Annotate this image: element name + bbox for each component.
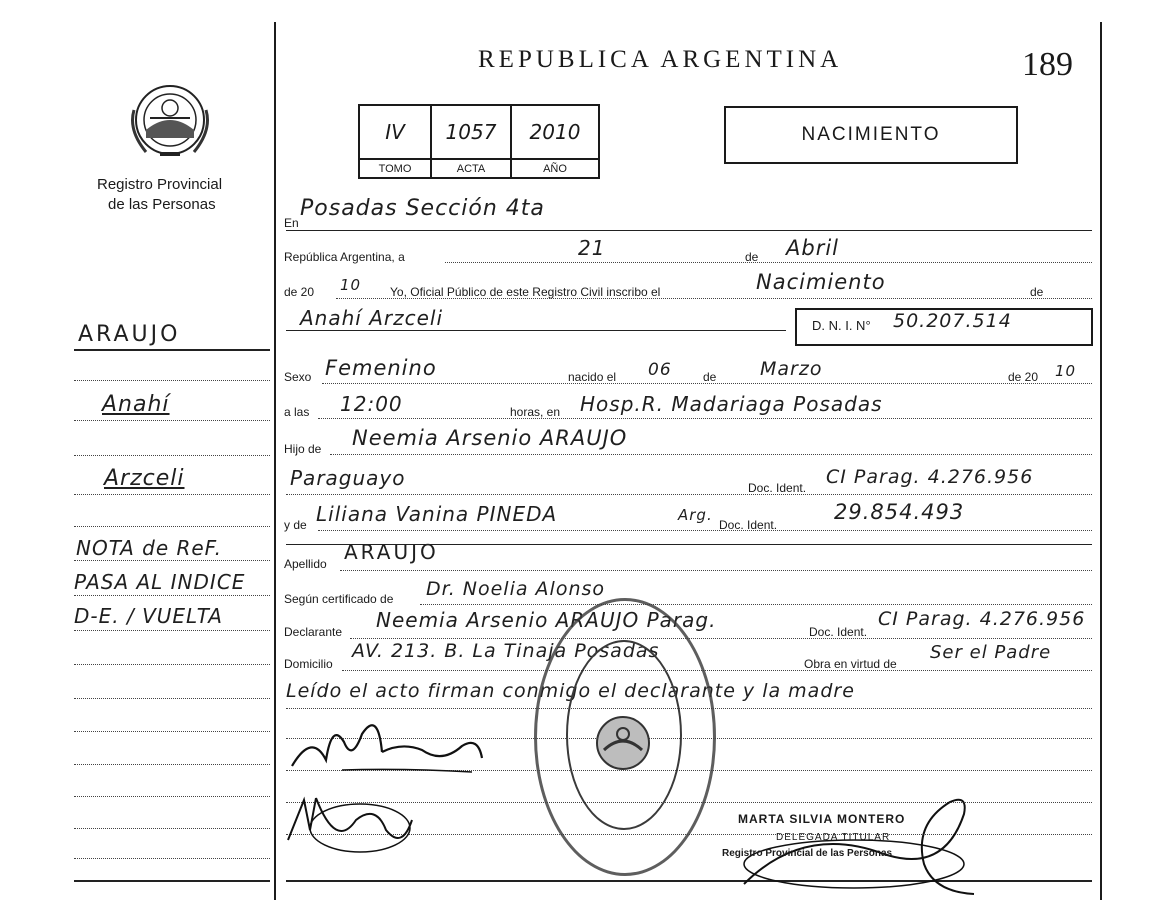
row-dots-declarante (350, 638, 1092, 639)
anio-value: 2010 (511, 105, 599, 159)
margin-dots-10 (74, 698, 270, 699)
margin-dots-6 (74, 560, 270, 561)
day-value: 21 (578, 236, 606, 260)
row-dots-hijo (330, 454, 1092, 455)
declarante-signature (282, 712, 502, 782)
hora-value: 12:00 (340, 392, 403, 416)
declarante-value: Neemia Arsenio ARAUJO Parag. (376, 608, 717, 632)
page-number: 189 (1022, 46, 1073, 83)
margin-name1: Anahí (102, 392, 170, 417)
en-value: Posadas Sección 4ta (300, 196, 545, 221)
de-label: de (745, 250, 759, 264)
en-label: En (284, 216, 299, 230)
apellido-label: Apellido (284, 557, 327, 571)
margin-note-line3: D-E. / VUELTA (74, 604, 223, 628)
official-office: Registro Provincial de las Personas (722, 848, 893, 859)
margin-dots-14 (74, 828, 270, 829)
doc-ident-label-3: Doc. Ident. (809, 625, 868, 639)
child-name: Anahí Arzceli (300, 306, 444, 330)
margin-dots-12 (74, 764, 270, 765)
year-prefix-2: de 20 (1008, 370, 1039, 384)
father-name: Neemia Arsenio ARAUJO (352, 426, 628, 450)
sexo-value: Femenino (325, 356, 437, 380)
row-dots-domicilio (342, 670, 1092, 671)
margin-name2: Arzceli (104, 466, 185, 491)
domicilio-label: Domicilio (284, 657, 333, 671)
margin-dots-13 (74, 796, 270, 797)
month-value: Abril (786, 236, 839, 260)
registry-name-line1: Registro Provincial (97, 176, 223, 193)
anio-label: AÑO (511, 159, 599, 178)
doc-ident-label: Doc. Ident. (748, 481, 807, 495)
right-border-line (1100, 22, 1102, 900)
margin-line-bottom (74, 880, 270, 882)
record-number-table (358, 104, 600, 179)
dni-label: D. N. I. N° (812, 318, 871, 333)
sexo-label: Sexo (284, 370, 312, 384)
row-dots-nacionalidad (286, 494, 1092, 495)
margin-line-1 (74, 349, 270, 351)
margin-surname: ARAUJO (78, 322, 181, 347)
madre-signature (276, 790, 426, 860)
row-dots-fecha (445, 262, 1092, 263)
margin-dots-5 (74, 526, 270, 527)
official-name: MARTA SILVIA MONTERO (738, 812, 906, 826)
certificado-value: Dr. Noelia Alonso (426, 578, 606, 600)
row-dots-certificado (420, 604, 1092, 605)
margin-dots-9 (74, 664, 270, 665)
inscribo-value: Nacimiento (756, 270, 886, 294)
country-title: REPUBLICA ARGENTINA (478, 46, 843, 73)
father-nationality: Paraguayo (290, 466, 406, 490)
doc-ident-label-2: Doc. Ident. (719, 518, 778, 532)
margin-dots-4 (74, 494, 270, 495)
row-dots-madre (318, 530, 1092, 531)
birth-month: Marzo (760, 358, 823, 380)
alas-label: a las (284, 405, 310, 419)
margin-dots-1 (74, 380, 270, 381)
mother-nationality: Arg. (678, 506, 713, 524)
de-label-3: de (703, 370, 717, 384)
act-type-label: NACIMIENTO (801, 124, 941, 145)
official-title: DELEGADA TITULAR (776, 832, 891, 843)
row-dots-apellido (340, 570, 1092, 571)
row-line-name (286, 330, 786, 331)
apellido-value: ARAUJO (344, 540, 439, 564)
year-value: 10 (340, 276, 362, 294)
registry-name-line2: de las Personas (108, 196, 216, 213)
margin-dots-3 (74, 455, 270, 456)
margin-dots-8 (74, 630, 270, 631)
year-prefix: de 20 (284, 285, 315, 299)
acta-label: ACTA (431, 159, 511, 178)
leido-value: Leído el acto firman conmigo el declarante y la madre (286, 680, 855, 702)
birth-day: 06 (648, 360, 672, 380)
row-dots-horas (318, 418, 1092, 419)
mother-doc: 29.854.493 (834, 500, 965, 524)
acta-value: 1057 (431, 105, 511, 159)
stamp-emblem-icon (592, 712, 654, 774)
margin-note-line2: PASA AL INDICE (74, 570, 246, 594)
margin-dots-11 (74, 731, 270, 732)
nacido-label: nacido el (568, 370, 617, 384)
row-line-en (286, 230, 1092, 231)
hijo-label: Hijo de (284, 442, 322, 456)
left-border-line (274, 22, 276, 900)
lugar-value: Hosp.R. Madariaga Posadas (580, 392, 883, 416)
republica-label: República Argentina, a (284, 250, 405, 264)
margin-note-line1: NOTA de ReF. (76, 536, 222, 560)
father-doc: CI Parag. 4.276.956 (826, 466, 1034, 488)
horas-label: horas, en (510, 405, 561, 419)
birth-year: 10 (1055, 362, 1077, 380)
province-seal-icon (120, 70, 220, 170)
oficial-text: Yo, Oficial Público de este Registro Civil inscribo el (390, 285, 661, 299)
margin-dots-15 (74, 858, 270, 859)
act-type-box (724, 106, 1018, 164)
dni-value: 50.207.514 (893, 310, 1012, 332)
de-label-2: de (1030, 285, 1044, 299)
domicilio-value: AV. 213. B. La Tinaja Posadas (352, 640, 660, 662)
margin-dots-2 (74, 420, 270, 421)
declarante-label: Declarante (284, 625, 343, 639)
declarante-doc: CI Parag. 4.276.956 (878, 608, 1086, 630)
tomo-value: IV (359, 105, 431, 159)
margin-dots-7 (74, 595, 270, 596)
mother-name: Liliana Vanina PINEDA (316, 502, 558, 526)
tomo-label: TOMO (359, 159, 431, 178)
certificado-label: Según certificado de (284, 592, 394, 606)
obra-value: Ser el Padre (930, 642, 1052, 663)
obra-label: Obra en virtud de (804, 657, 897, 671)
yde-label: y de (284, 518, 307, 532)
